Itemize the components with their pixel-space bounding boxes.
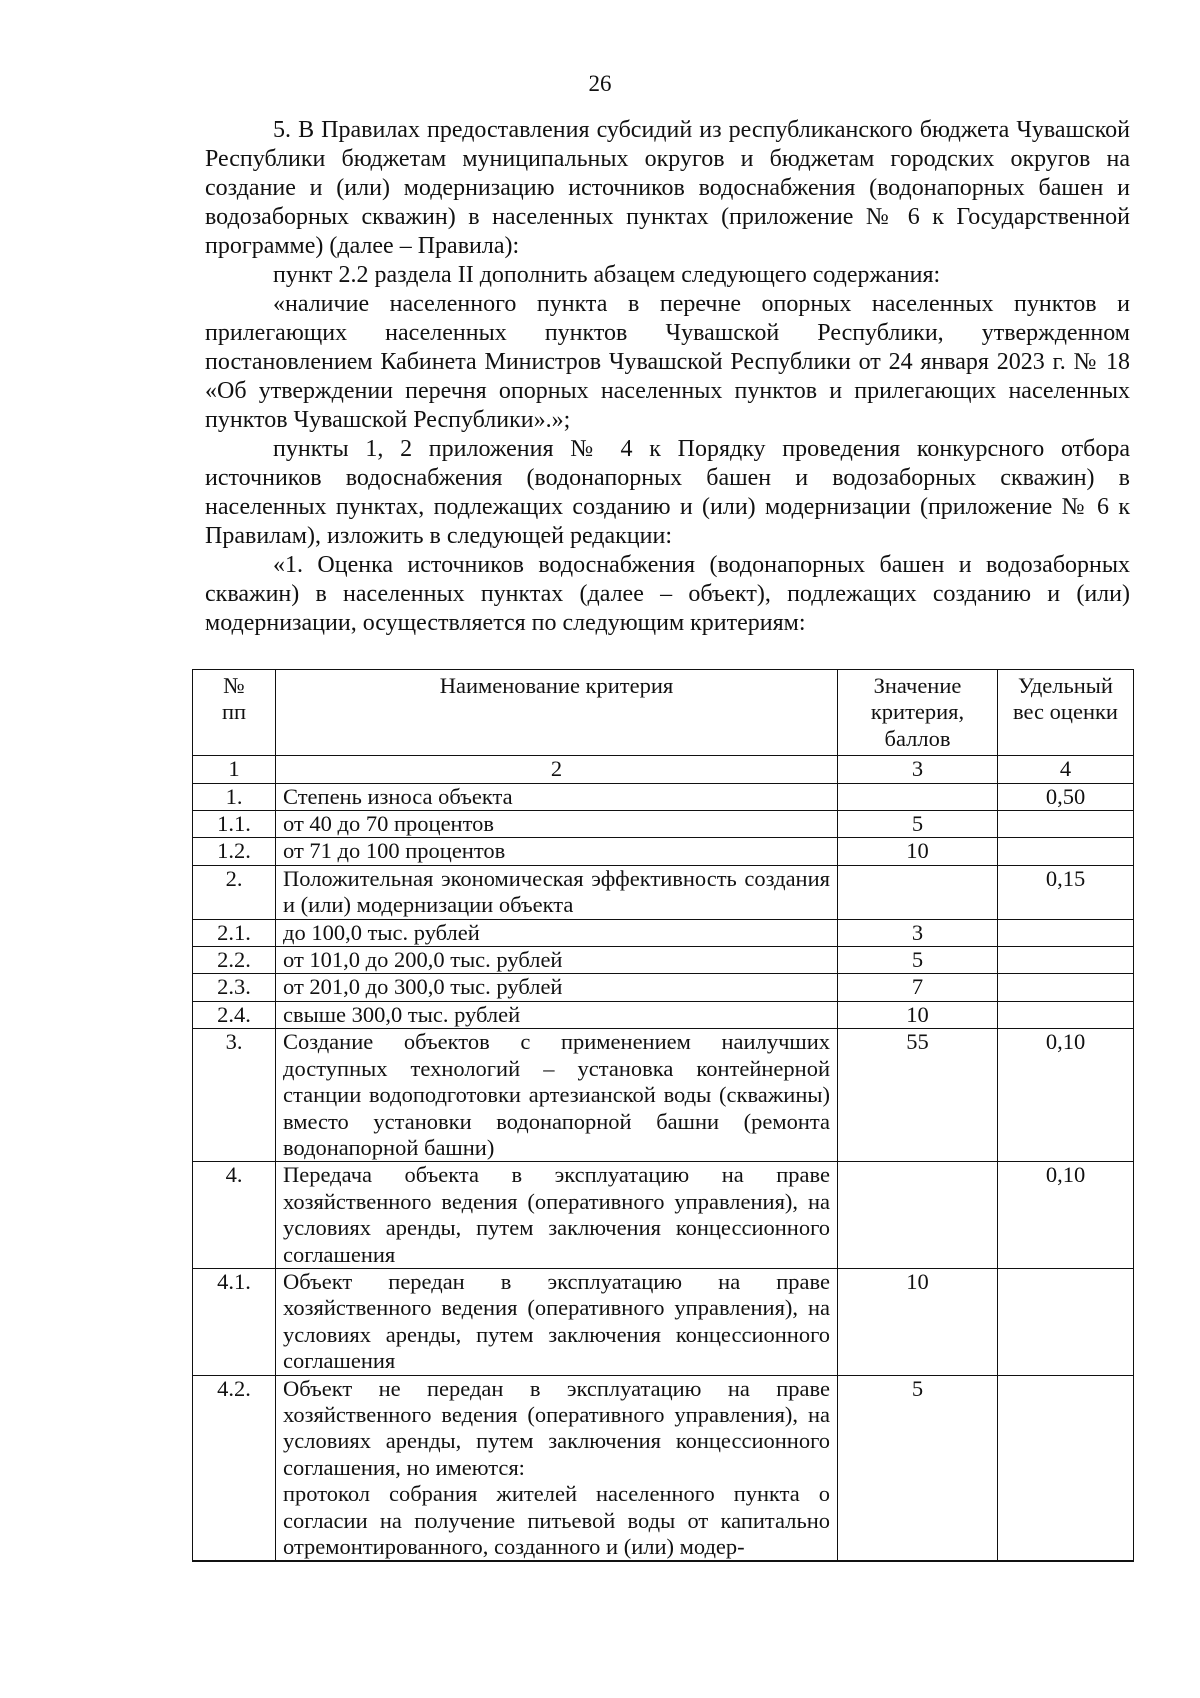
row-number: 1.2.: [193, 838, 276, 865]
table-row: [193, 919, 1134, 946]
row-weight: [998, 1268, 1134, 1375]
row-criterion-name: от 201,0 до 300,0 тыс. рублей: [276, 974, 838, 1001]
row-criterion-name: Объект передан в эксплуатацию на праве хозяйственного ведения (оперативного управления), на условиях аренды, путем заключения концессионного соглашения: [276, 1268, 838, 1375]
row-criterion-value: 10: [838, 838, 998, 865]
row-criterion-value: 5: [838, 811, 998, 838]
paragraph-amendment-intro: 5. В Правилах предоставления субсидий из республиканского бюджета Чувашской Республики бюджетам муниципальных округов и бюджетам городских округов на создание и (или) модернизацию источников водоснабжения (водонапорных башен и водозаборных скважин) в населенных пунктах (приложение № 6 к Государственной программе) (далее – Правила):: [205, 117, 1130, 259]
row-number: 2.: [193, 865, 276, 919]
paragraph-points-1-2: пункты 1, 2 приложения № 4 к Порядку проведения конкурсного отбора источников водоснабжения (водонапорных башен и водозаборных скважин) в населенных пунктах, подлежащих созданию и (или) модернизации (приложение № 6 к Правилам), изложить в следующей редакции:: [205, 436, 1130, 549]
row-criterion-value: 5: [838, 1375, 998, 1561]
criteria-table-body: [193, 783, 1134, 1561]
row-weight: 0,10: [998, 1162, 1134, 1269]
index-cell: 4: [998, 756, 1134, 783]
row-criterion-value: [838, 783, 998, 810]
row-criterion-value: 5: [838, 947, 998, 974]
row-number: 3.: [193, 1029, 276, 1162]
table-row: [193, 1162, 1134, 1269]
table-row: [193, 838, 1134, 865]
row-number: 2.1.: [193, 919, 276, 946]
row-criterion-value: [838, 1162, 998, 1269]
row-weight: [998, 811, 1134, 838]
index-cell: 3: [838, 756, 998, 783]
row-weight: 0,10: [998, 1029, 1134, 1162]
row-weight: [998, 947, 1134, 974]
paragraph-evaluation-criteria: «1. Оценка источников водоснабжения (водонапорных башен и водозаборных скважин) в населенных пунктах (далее – объект), подлежащих созданию и (или) модернизации, осуществляется по следующим критериям:: [205, 552, 1130, 636]
row-criterion-name: до 100,0 тыс. рублей: [276, 919, 838, 946]
row-criterion-value: 7: [838, 974, 998, 1001]
row-weight: [998, 838, 1134, 865]
row-criterion-value: 10: [838, 1001, 998, 1028]
criteria-table: [192, 669, 1134, 1562]
row-criterion-name: Положительная экономическая эффективность создания и (или) модернизации объекта: [276, 865, 838, 919]
row-weight: [998, 1375, 1134, 1561]
row-criterion-name: от 71 до 100 процентов: [276, 838, 838, 865]
row-number: 1.: [193, 783, 276, 810]
table-row: [193, 811, 1134, 838]
body-text: [205, 116, 1130, 638]
row-criterion-name: от 101,0 до 200,0 тыс. рублей: [276, 947, 838, 974]
table-row: [193, 783, 1134, 810]
paragraph-point-2-2: пункт 2.2 раздела II дополнить абзацем следующего содержания:: [273, 262, 941, 288]
row-number: 2.3.: [193, 974, 276, 1001]
row-criterion-value: [838, 865, 998, 919]
row-number: 4.1.: [193, 1268, 276, 1375]
table-row: [193, 1375, 1134, 1561]
row-weight: [998, 974, 1134, 1001]
row-criterion-value: 3: [838, 919, 998, 946]
row-weight: 0,15: [998, 865, 1134, 919]
table-row: [193, 947, 1134, 974]
table-row: [193, 865, 1134, 919]
header-criterion-name: Наименование критерия: [276, 670, 838, 756]
index-cell: 2: [276, 756, 838, 783]
table-row: [193, 974, 1134, 1001]
row-criterion-name: свыше 300,0 тыс. рублей: [276, 1001, 838, 1028]
table-row: [193, 1268, 1134, 1375]
row-criterion-name: Передача объекта в эксплуатацию на праве хозяйственного ведения (оперативного управления), на условиях аренды, путем заключения концессионного соглашения: [276, 1162, 838, 1269]
row-number: 4.2.: [193, 1375, 276, 1561]
table-index-row: [193, 756, 1134, 783]
row-number: 2.2.: [193, 947, 276, 974]
row-weight: [998, 919, 1134, 946]
row-criterion-name: Степень износа объекта: [276, 783, 838, 810]
table-row: [193, 1029, 1134, 1162]
page-number: 26: [588, 71, 612, 96]
header-number: № пп: [193, 670, 276, 756]
row-weight: 0,50: [998, 783, 1134, 810]
table-row: [193, 1001, 1134, 1028]
table-header-row: [193, 670, 1134, 756]
row-criterion-name: Объект не передан в эксплуатацию на праве хозяйственного ведения (оперативного управления), на условиях аренды, путем заключения концессионного соглашения, но имеются: протокол собрания жителей населенного пункта о согласии на получение питьевой воды от капитально отремонтированного, созданного и (или) модер-: [276, 1375, 838, 1561]
row-number: 2.4.: [193, 1001, 276, 1028]
row-criterion-name: Создание объектов с применением наилучших доступных технологий – установка контейнерной станции водоподготовки артезианской воды (скважины) вместо установки водонапорной башни (ремонта водонапорной башни): [276, 1029, 838, 1162]
index-cell: 1: [193, 756, 276, 783]
row-number: 1.1.: [193, 811, 276, 838]
row-criterion-value: 10: [838, 1268, 998, 1375]
row-weight: [998, 1001, 1134, 1028]
header-weight: Удельный вес оценки: [998, 670, 1134, 756]
row-number: 4.: [193, 1162, 276, 1269]
row-criterion-value: 55: [838, 1029, 998, 1162]
header-criterion-value: Значение критерия, баллов: [838, 670, 998, 756]
paragraph-quoted-addition: «наличие населенного пункта в перечне опорных населенных пунктов и прилегающих населенных пунктов Чувашской Республики, утвержденном постановлением Кабинета Министров Чувашской Республики от 24 января 2023 г. № 18 «Об утверждении перечня опорных населенных пунктов и прилегающих населенных пунктов Чувашской Республики».»;: [205, 291, 1130, 433]
row-criterion-name: от 40 до 70 процентов: [276, 811, 838, 838]
